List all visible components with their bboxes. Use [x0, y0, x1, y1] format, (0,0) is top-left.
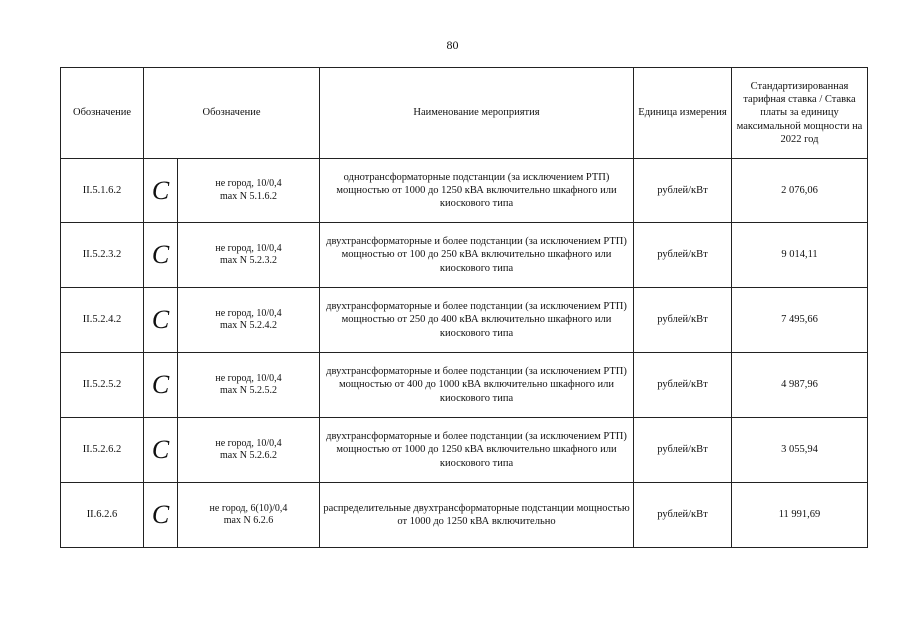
row-description: двухтрансформаторные и более подстанции (за исключением РТП) мощностью от 250 до 400 кВА включительно шкафного или киоскового типа	[320, 288, 634, 353]
row-subtype	[178, 159, 320, 223]
row-unit: рублей/кВт	[634, 418, 732, 483]
row-letter-cell	[144, 159, 178, 223]
row-subtype-line2: max N 5.1.6.2	[220, 190, 277, 202]
row-letter: C	[151, 370, 170, 399]
row-code: II.5.2.3.2	[61, 223, 144, 288]
header-unit: Единица измерения	[634, 68, 732, 159]
row-letter: C	[151, 435, 170, 464]
row-letter-cell	[144, 353, 178, 418]
row-description: однотрансформаторные подстанции (за исключением РТП) мощностью от 1000 до 1250 кВА включительно шкафного или киоскового типа	[320, 159, 634, 223]
row-value: 9 014,11	[732, 223, 868, 288]
row-code: II.5.2.6.2	[61, 418, 144, 483]
row-letter: C	[151, 500, 170, 529]
table-row	[61, 353, 868, 418]
table-row	[61, 223, 868, 288]
row-unit: рублей/кВт	[634, 223, 732, 288]
row-letter-cell	[144, 418, 178, 483]
table-body	[61, 159, 868, 548]
row-subtype-line1: не город, 10/0,4	[215, 242, 282, 254]
row-description: распределительные двухтрансформаторные подстанции мощностью от 1000 до 1250 кВА включительно	[320, 483, 634, 548]
row-subtype-line2: max N 5.2.6.2	[220, 450, 277, 461]
row-letter-cell	[144, 483, 178, 548]
row-value: 11 991,69	[732, 483, 868, 548]
row-subtype-line1: не город, 10/0,4	[215, 307, 282, 319]
row-subtype-line1: не город, 6(10)/0,4	[209, 502, 288, 514]
row-subtype-line2: max N 6.2.6	[223, 515, 274, 526]
row-letter-cell	[144, 288, 178, 353]
row-value: 4 987,96	[732, 353, 868, 418]
row-letter: C	[151, 240, 170, 269]
row-value: 2 076,06	[732, 159, 868, 223]
row-value: 7 495,66	[732, 288, 868, 353]
row-letter: C	[151, 305, 170, 334]
row-letter-cell	[144, 223, 178, 288]
row-description: двухтрансформаторные и более подстанции (за исключением РТП) мощностью от 400 до 1000 кВА включительно шкафного или киоскового типа	[320, 353, 634, 418]
row-unit: рублей/кВт	[634, 288, 732, 353]
header-designation: Обозначение	[144, 68, 320, 159]
row-subtype	[178, 353, 320, 418]
row-code: II.6.2.6	[61, 483, 144, 548]
header-code: Обозначение	[61, 68, 144, 159]
header-rate: Стандартизированная тарифная ставка / Ставка платы за единицу максимальной мощности на 2022 год	[732, 68, 868, 159]
row-description: двухтрансформаторные и более подстанции (за исключением РТП) мощностью от 100 до 250 кВА включительно шкафного или киоскового типа	[320, 223, 634, 288]
table-header	[61, 68, 868, 159]
row-code: II.5.2.4.2	[61, 288, 144, 353]
row-description: двухтрансформаторные и более подстанции (за исключением РТП) мощностью от 1000 до 1250 кВА включительно шкафного или киоскового типа	[320, 418, 634, 483]
row-code: II.5.1.6.2	[61, 159, 144, 223]
header-measure: Наименование мероприятия	[320, 68, 634, 159]
row-unit: рублей/кВт	[634, 159, 732, 223]
row-subtype-line1: не город, 10/0,4	[215, 372, 282, 384]
table-row	[61, 418, 868, 483]
table-row	[61, 288, 868, 353]
row-subtype-line2: max N 5.2.3.2	[220, 255, 277, 266]
row-subtype	[178, 483, 320, 548]
row-letter: C	[151, 175, 170, 205]
table-row	[61, 159, 868, 223]
table-row	[61, 483, 868, 548]
page-number: 80	[446, 38, 459, 52]
row-subtype-line1: не город, 10/0,4	[215, 437, 282, 449]
row-subtype	[178, 288, 320, 353]
tariff-table	[60, 67, 868, 548]
row-subtype-line2: max N 5.2.4.2	[220, 320, 277, 331]
row-subtype-line1: не город, 10/0,4	[215, 178, 282, 189]
row-subtype	[178, 223, 320, 288]
header-row	[61, 68, 868, 159]
row-subtype	[178, 418, 320, 483]
row-value: 3 055,94	[732, 418, 868, 483]
row-unit: рублей/кВт	[634, 483, 732, 548]
row-code: II.5.2.5.2	[61, 353, 144, 418]
row-unit: рублей/кВт	[634, 353, 732, 418]
row-subtype-line2: max N 5.2.5.2	[220, 385, 277, 396]
